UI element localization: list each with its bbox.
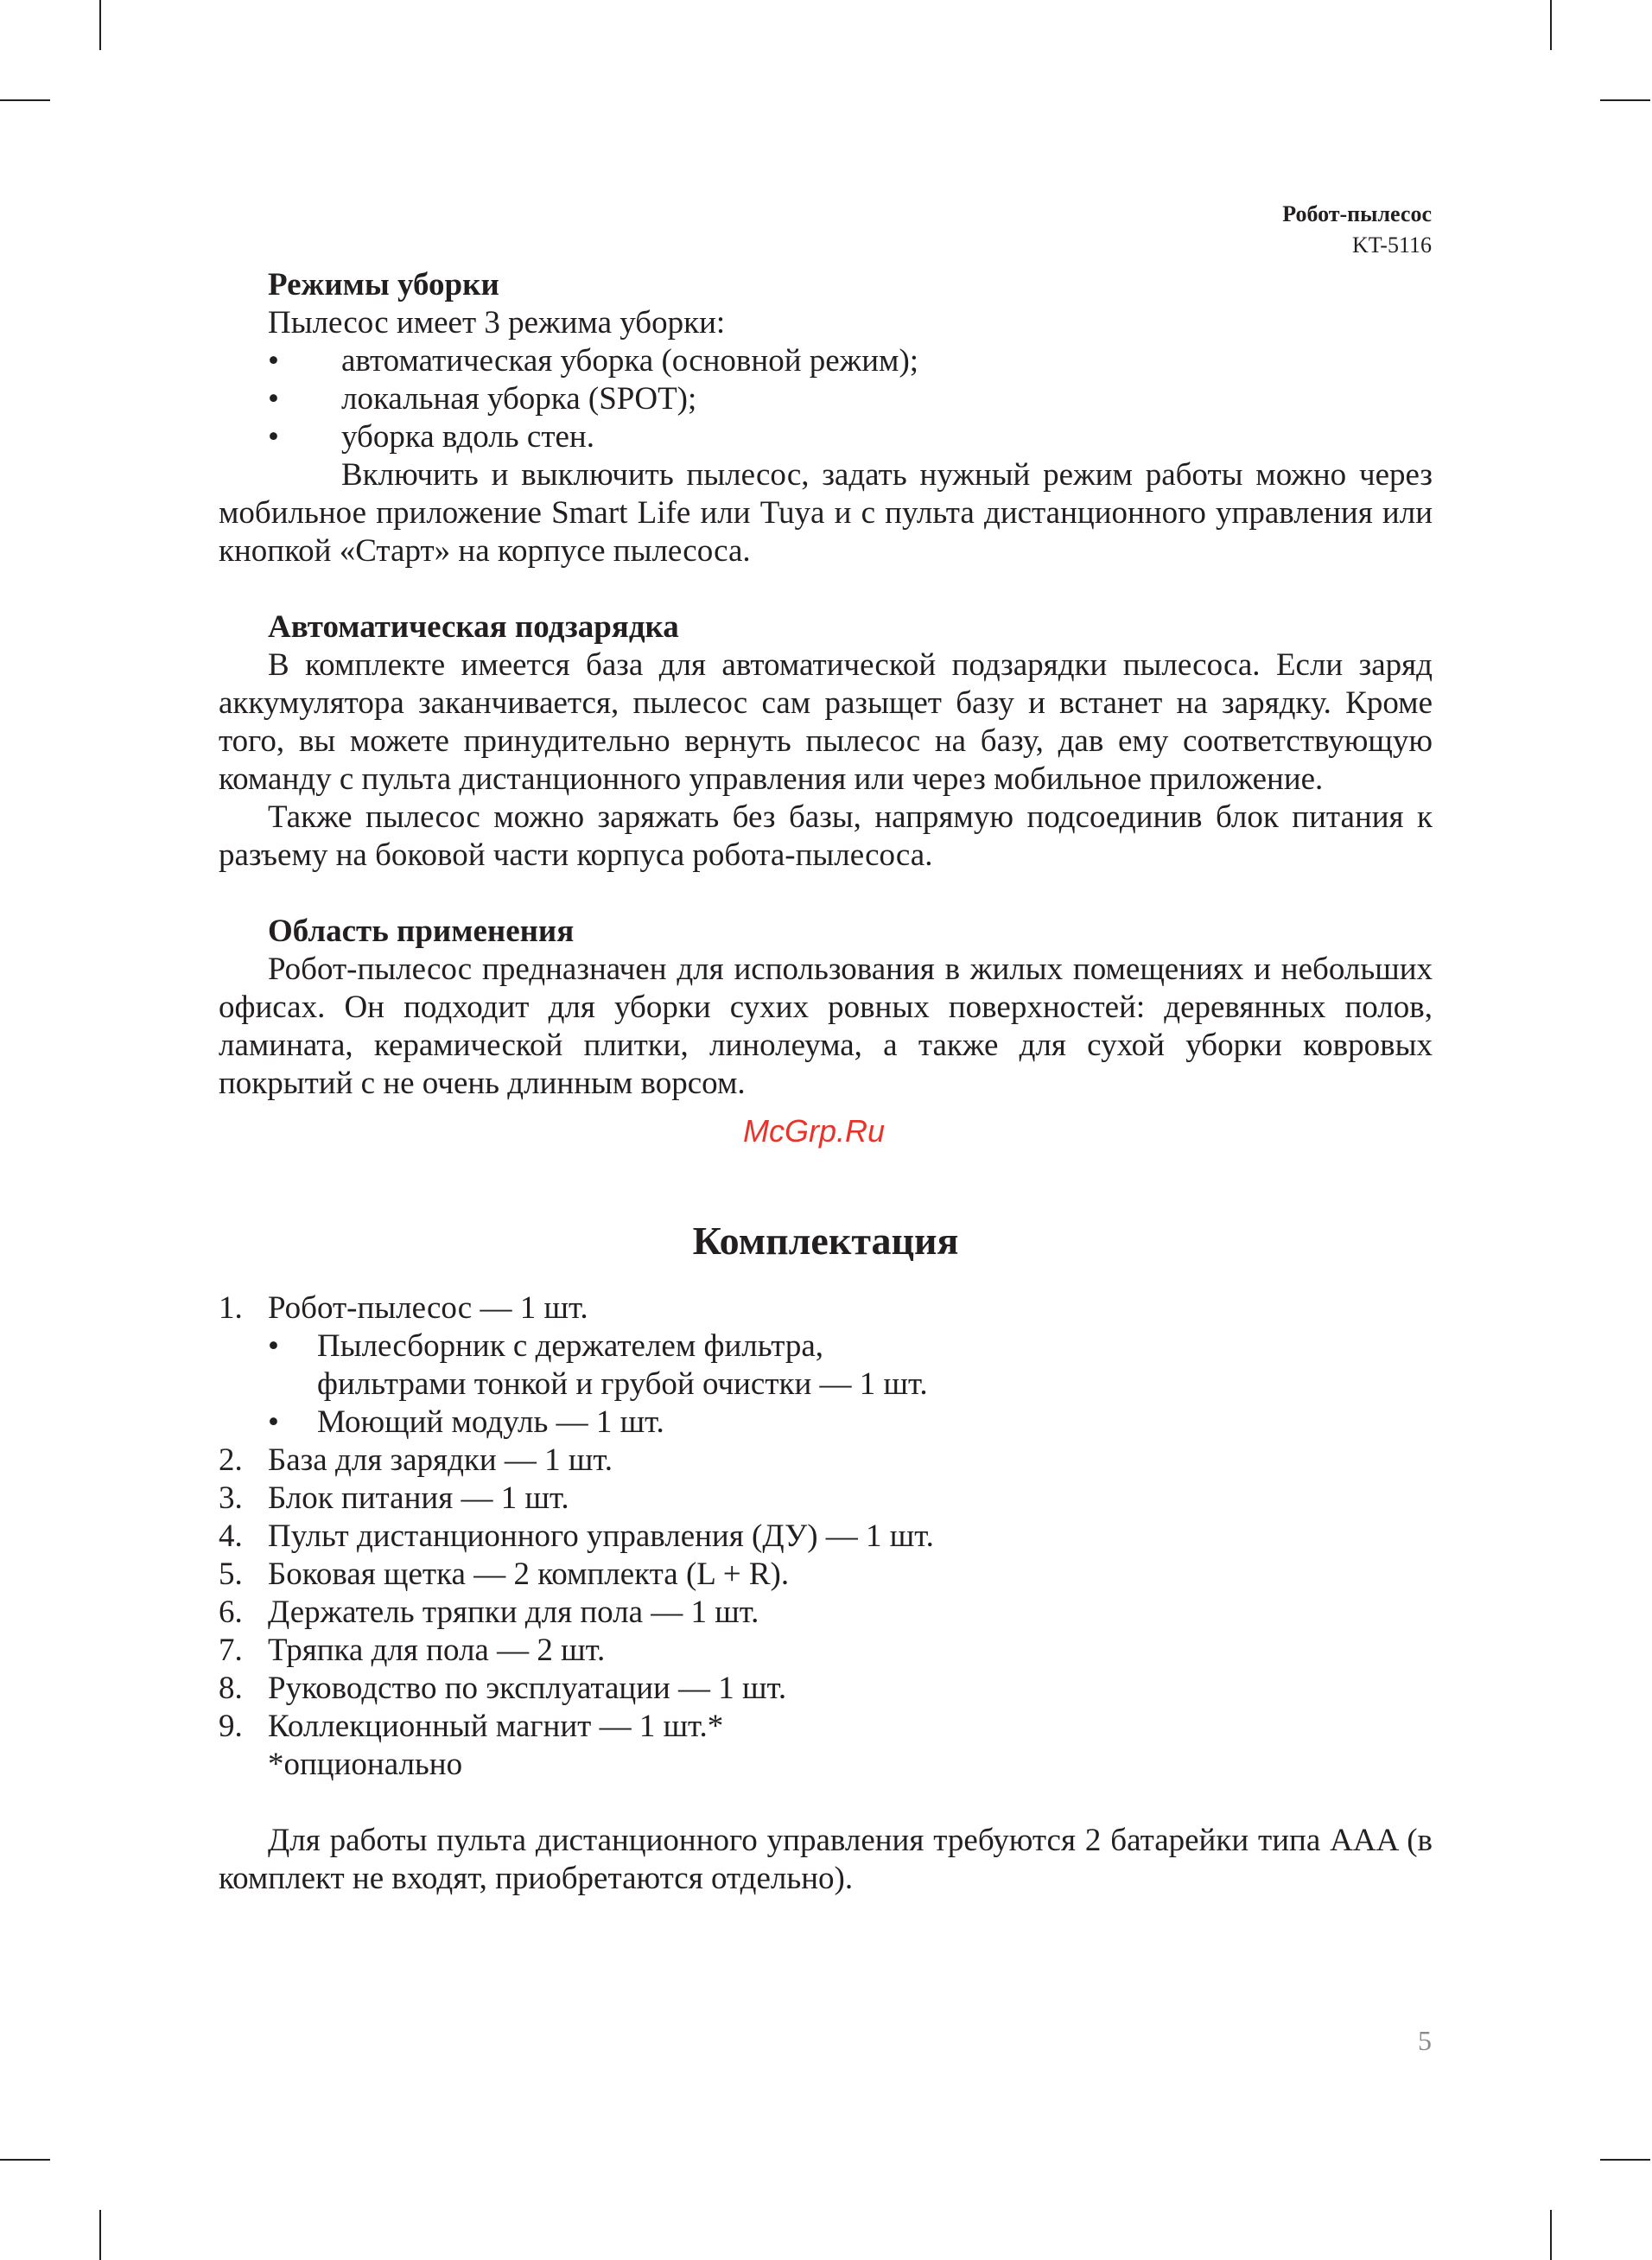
list-item-text: Руководство по эксплуатации — 1 шт. <box>268 1671 787 1706</box>
list-number: 1. <box>219 1290 243 1326</box>
list-item <box>219 1670 1433 1708</box>
crop-mark <box>0 2159 50 2161</box>
bullet-mark: • <box>268 1404 279 1440</box>
auto-charging-paragraph: Также пылесос можно заряжать без базы, напрямую подсоединив блок питания к разъему на боковой части корпуса робота-пылесоса. <box>219 799 1433 873</box>
list-item-text: Робот-пылесос — 1 шт. <box>268 1290 588 1326</box>
list-item-text: локальная уборка (SPOT); <box>341 381 697 417</box>
list-item-text: Моющий модуль — 1 шт. <box>317 1404 664 1440</box>
list-number: 2. <box>219 1442 243 1478</box>
list-item <box>219 1556 1433 1594</box>
cleaning-modes-title: Режимы уборки <box>268 267 499 302</box>
list-number: 9. <box>219 1709 243 1744</box>
list-item-text: Блок питания — 1 шт. <box>268 1480 569 1516</box>
header-model: KT-5116 <box>1352 232 1432 258</box>
battery-note: Для работы пульта дистанционного управления требуются 2 батарейки типа AAA (в комплект не входят, приобретаются отдельно). <box>219 1823 1433 1896</box>
bullet-mark: • <box>268 343 279 379</box>
list-item-text: уборка вдоль стен. <box>341 419 594 455</box>
crop-mark <box>1550 0 1552 50</box>
running-header <box>1282 199 1432 261</box>
list-item <box>219 342 1433 380</box>
cleaning-modes-intro: Пылесос имеет 3 режима уборки: <box>268 305 726 341</box>
list-item-text: Коллекционный магнит — 1 шт.* <box>268 1709 724 1744</box>
list-item-text: Тряпка для пола — 2 шт. <box>268 1633 606 1668</box>
list-item <box>219 1442 1433 1480</box>
crop-mark <box>0 99 50 101</box>
footnote: *опционально <box>268 1747 463 1782</box>
list-number: 8. <box>219 1671 243 1706</box>
list-item <box>219 418 1433 456</box>
list-item <box>219 1594 1433 1632</box>
list-item <box>219 1632 1433 1670</box>
list-item <box>219 1480 1433 1518</box>
application-title: Область применения <box>268 914 575 949</box>
crop-mark <box>1600 2159 1650 2161</box>
list-item-text: Пульт дистанционного управления (ДУ) — 1 шт. <box>268 1518 934 1554</box>
bullet-mark: • <box>268 419 279 455</box>
crop-mark <box>1550 2210 1552 2260</box>
auto-charging-paragraph: В комплекте имеется база для автоматической подзарядки пылесоса. Если заряд аккумулятора заканчивается, пылесос сам разыщет базу и встанет на зарядку. Кроме того, вы можете принудительно вернуть пылесос на базу, дав ему соответствующую команду с пульта дистанционного управления или через мобильное приложение. <box>219 647 1433 797</box>
list-number: 5. <box>219 1557 243 1592</box>
package-title: Комплектация <box>692 1219 959 1263</box>
header-product: Робот-пылесос <box>1282 201 1432 226</box>
list-item-text: Пылесборник с держателем фильтра, <box>317 1328 824 1364</box>
list-item <box>219 380 1433 418</box>
crop-mark <box>99 2210 101 2260</box>
list-item-text: Держатель тряпки для пола — 1 шт. <box>268 1595 759 1630</box>
crop-mark <box>1600 99 1650 101</box>
bullet-mark: • <box>268 381 279 417</box>
application-paragraph: Робот-пылесос предназначен для использования в жилых помещениях и небольших офисах. Он подходит для уборки сухих ровных поверхностей: деревянных полов, ламината, керамической плитки, линолеума, а также для сухой уборки ковровых покрытий с не очень длинным ворсом. <box>219 952 1433 1101</box>
page-number: 5 <box>1418 2025 1432 2056</box>
list-item-text: База для зарядки — 1 шт. <box>268 1442 613 1478</box>
crop-mark <box>99 0 101 50</box>
list-number: 4. <box>219 1518 243 1554</box>
auto-charging-title: Автоматическая подзарядка <box>268 609 679 645</box>
list-item-text: Боковая щетка — 2 комплекта (L + R). <box>268 1557 790 1592</box>
bullet-mark: • <box>268 1328 279 1364</box>
watermark: McGrp.Ru <box>743 1113 886 1149</box>
list-item-text: фильтрами тонкой и грубой очистки — 1 шт. <box>317 1366 928 1402</box>
list-item-text: автоматическая уборка (основной режим); <box>341 343 919 379</box>
list-item <box>219 1289 1433 1327</box>
list-item <box>219 1518 1433 1556</box>
page-content <box>219 266 1433 1898</box>
cleaning-modes-paragraph: Включить и выключить пылесос, задать нужный режим работы можно через мобильное приложение Smart Life или Tuya и с пульта дистанционного управления или кнопкой «Старт» на корпусе пылесоса. <box>219 457 1433 569</box>
list-number: 7. <box>219 1633 243 1668</box>
sub-list-item <box>219 1404 1433 1442</box>
list-number: 3. <box>219 1480 243 1516</box>
list-number: 6. <box>219 1595 243 1630</box>
sub-list-item <box>219 1327 1433 1404</box>
list-item <box>219 1708 1433 1746</box>
